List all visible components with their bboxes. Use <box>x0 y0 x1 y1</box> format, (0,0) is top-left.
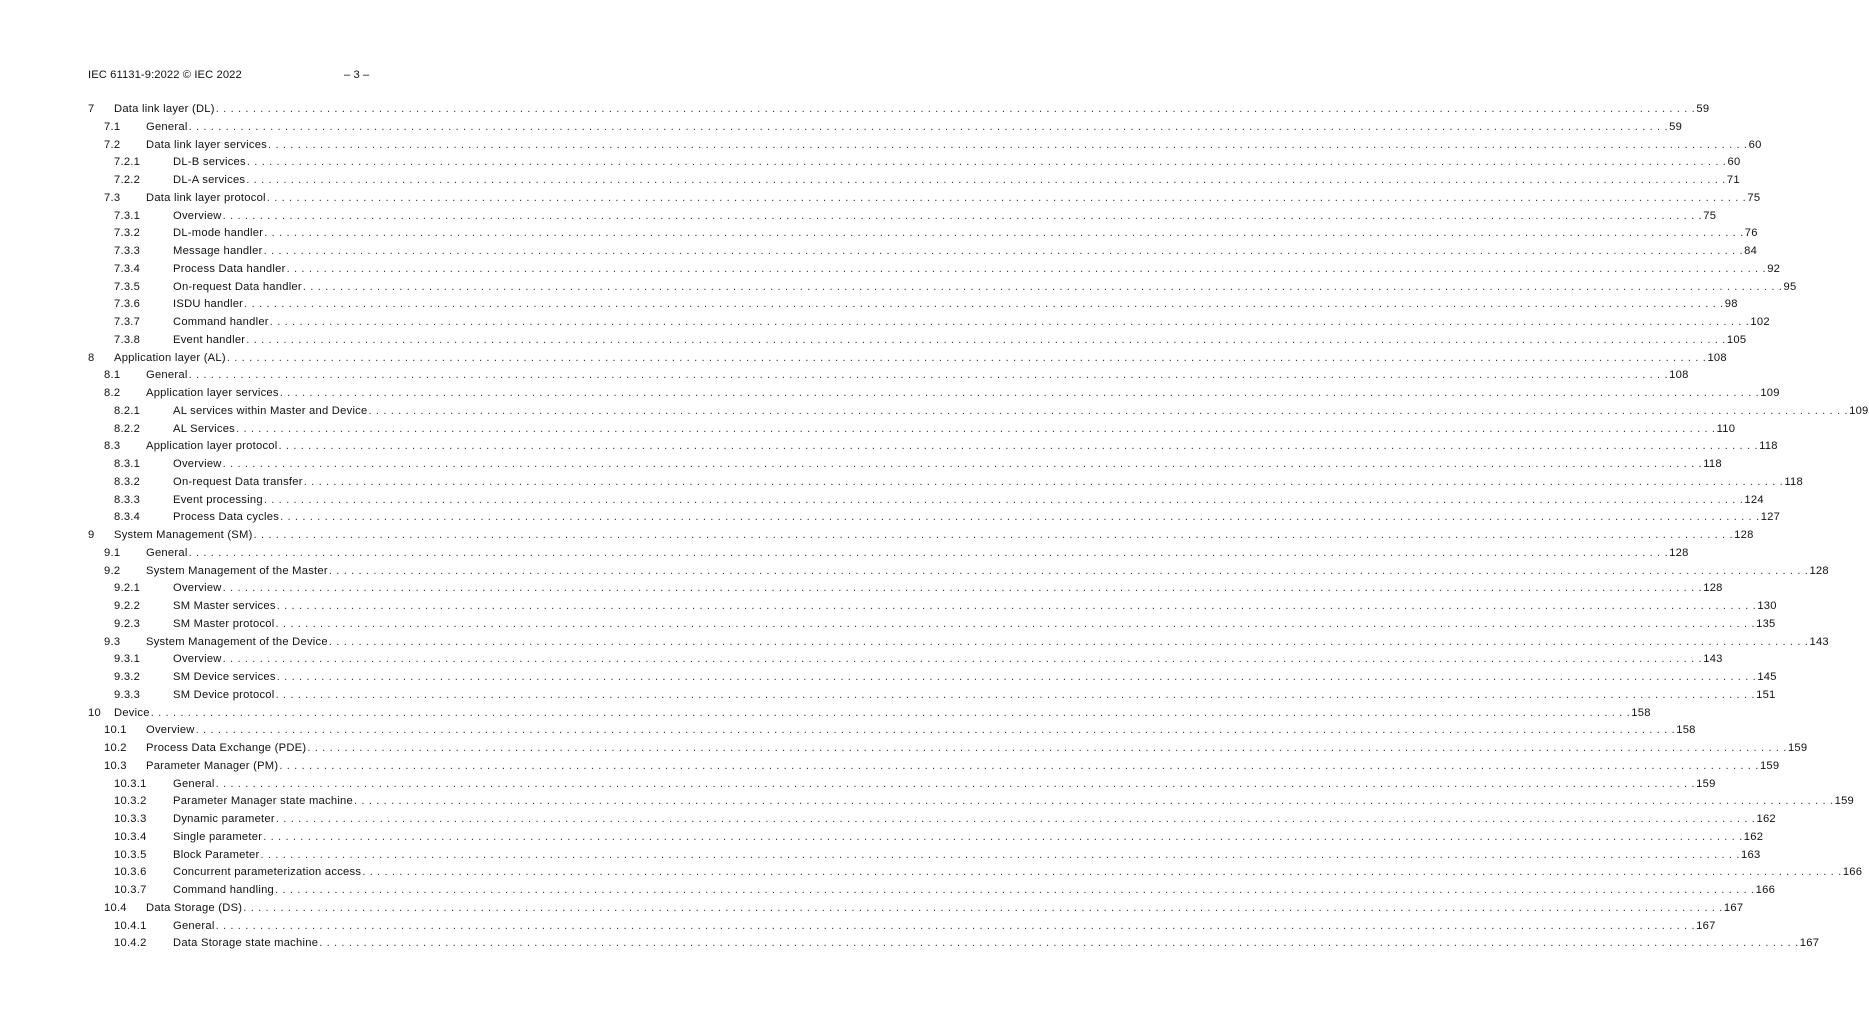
toc-entry-page: 118 <box>1759 440 1778 453</box>
toc-entry-title: General <box>146 120 188 133</box>
toc-entry-page: 127 <box>1760 511 1781 524</box>
toc-entry-title: Overview <box>173 653 222 666</box>
toc-dot-leader: . . . . . . . . . . . . . . . . . . . . . . . . . . . . . . . . . . . . . . . . . . . . . . . . . . . . . . . . . . . . . . . . . . . . . . . . . . . . . . . . . . . . . . . . . . . . . . . . . . . . . . . . . . . . . . . . . . . . . . . . . . . . . . . . . . . . . . . . . . . . . . . . . . . . . . . . . . . . . . . . . . . . . . . . . . . . . . . . . . . . . . . . . . . . . . . . . . . . . . . . <box>275 617 1756 630</box>
toc-entry[interactable] <box>88 225 1758 243</box>
toc-entry[interactable] <box>88 421 1736 439</box>
toc-entry-page: 166 <box>1755 884 1776 896</box>
toc-entry[interactable] <box>88 350 1727 368</box>
toc-entry-title: On-request Data transfer <box>173 475 303 488</box>
toc-entry[interactable] <box>88 474 1803 492</box>
toc-entry-page: 135 <box>1756 617 1776 630</box>
toc-entry[interactable] <box>88 829 1764 847</box>
toc-dot-leader: . . . . . . . . . . . . . . . . . . . . . . . . . . . . . . . . . . . . . . . . . . . . . . . . . . . . . . . . . . . . . . . . . . . . . . . . . . . . . . . . . . . . . . . . . . . . . . . . . . . . . . . . . . . . . . . . . . . . . . . . . . . . . . . . . . . . . . . . . . . . . . . . . . . . . . . . . . . . . . . . . . . . . . . . . . . . . . . . . . . . . . . . . . . . . . . . . . . . . . . . <box>263 493 1744 506</box>
toc-entry-page: 124 <box>1744 493 1764 506</box>
toc-entry-title: AL services within Master and Device <box>173 404 368 417</box>
toc-entry-page: 84 <box>1744 245 1758 257</box>
toc-entry-title: Command handling <box>173 884 275 896</box>
toc-dot-leader: . . . . . . . . . . . . . . . . . . . . . . . . . . . . . . . . . . . . . . . . . . . . . . . . . . . . . . . . . . . . . . . . . . . . . . . . . . . . . . . . . . . . . . . . . . . . . . . . . . . . . . . . . . . . . . . . . . . . . . . . . . . . . . . . . . . . . . . . . . . . . . . . . . . . . . . . . . . . . . . . . . . . . . . . . . . . . . . . . . . . . . . . . . . . . . . . . . . . . . . . <box>195 724 1676 737</box>
toc-entry-number: 7.3.6 <box>114 298 141 311</box>
toc-entry[interactable] <box>88 580 1723 598</box>
toc-dot-leader: . . . . . . . . . . . . . . . . . . . . . . . . . . . . . . . . . . . . . . . . . . . . . . . . . . . . . . . . . . . . . . . . . . . . . . . . . . . . . . . . . . . . . . . . . . . . . . . . . . . . . . . . . . . . . . . . . . . . . . . . . . . . . . . . . . . . . . . . . . . . . . . . . . . . . . . . . . . . . . . . . . . . . . . . . . . . . . . . . . . . . . . . . . . . . . . . . . . . . . . . <box>278 440 1759 453</box>
toc-entry-number: 9.3.2 <box>114 671 141 683</box>
toc-entry-title: Data link layer protocol <box>146 191 266 204</box>
toc-entry[interactable] <box>88 651 1723 669</box>
toc-entry[interactable] <box>88 119 1683 137</box>
page-number: – 3 – <box>344 69 370 81</box>
toc-entry[interactable] <box>88 864 1863 882</box>
toc-entry-title: Overview <box>173 209 222 222</box>
toc-entry-page: 108 <box>1669 369 1689 382</box>
toc-dot-leader: . . . . . . . . . . . . . . . . . . . . . . . . . . . . . . . . . . . . . . . . . . . . . . . . . . . . . . . . . . . . . . . . . . . . . . . . . . . . . . . . . . . . . . . . . . . . . . . . . . . . . . . . . . . . . . . . . . . . . . . . . . . . . . . . . . . . . . . . . . . . . . . . . . . . . . . . . . . . . . . . . . . . . . . . . . . . . . . . . . . . . . . . . . . . . . . . . . . . . . . . <box>276 671 1757 683</box>
toc-entry-number: 9.2 <box>104 564 121 577</box>
toc-entry-page: 109 <box>1849 404 1869 417</box>
toc-dot-leader: . . . . . . . . . . . . . . . . . . . . . . . . . . . . . . . . . . . . . . . . . . . . . . . . . . . . . . . . . . . . . . . . . . . . . . . . . . . . . . . . . . . . . . . . . . . . . . . . . . . . . . . . . . . . . . . . . . . . . . . . . . . . . . . . . . . . . . . . . . . . . . . . . . . . . . . . . . . . . . . . . . . . . . . . . . . . . . . . . . . . . . . . . . . . . . . . . . . . . . . . <box>275 884 1755 896</box>
toc-entry[interactable] <box>88 101 1710 119</box>
toc-entry[interactable] <box>88 935 1820 953</box>
toc-entry-page: 128 <box>1669 546 1689 559</box>
toc-entry-page: 166 <box>1842 866 1863 879</box>
toc-entry-number: 9 <box>88 529 95 541</box>
toc-entry-number: 8.3.4 <box>114 511 141 524</box>
toc-dot-leader: . . . . . . . . . . . . . . . . . . . . . . . . . . . . . . . . . . . . . . . . . . . . . . . . . . . . . . . . . . . . . . . . . . . . . . . . . . . . . . . . . . . . . . . . . . . . . . . . . . . . . . . . . . . . . . . . . . . . . . . . . . . . . . . . . . . . . . . . . . . . . . . . . . . . . . . . . . . . . . . . . . . . . . . . . . . . . . . . . . . . . . . . . . . . . . . . . . . . . . . . <box>150 706 1631 719</box>
toc-entry-page: 158 <box>1676 724 1696 737</box>
toc-entry[interactable] <box>88 900 1744 918</box>
toc-entry[interactable] <box>88 563 1829 581</box>
toc-entry[interactable] <box>88 172 1740 190</box>
toc-entry-number: 7.2.1 <box>114 156 141 169</box>
toc-entry[interactable] <box>88 669 1777 687</box>
toc-entry-title: Single parameter <box>173 830 263 843</box>
toc-entry-title: General <box>146 369 188 382</box>
toc-entry-number: 10.4.1 <box>114 919 147 932</box>
toc-entry[interactable] <box>88 882 1776 900</box>
toc-entry[interactable] <box>88 687 1776 705</box>
toc-dot-leader: . . . . . . . . . . . . . . . . . . . . . . . . . . . . . . . . . . . . . . . . . . . . . . . . . . . . . . . . . . . . . . . . . . . . . . . . . . . . . . . . . . . . . . . . . . . . . . . . . . . . . . . . . . . . . . . . . . . . . . . . . . . . . . . . . . . . . . . . . . . . . . . . . . . . . . . . . . . . . . . . . . . . . . . . . . . . . . . . . . . . . . . . . . . . . . . . . . . . . . . . <box>328 635 1809 648</box>
toc-dot-leader: . . . . . . . . . . . . . . . . . . . . . . . . . . . . . . . . . . . . . . . . . . . . . . . . . . . . . . . . . . . . . . . . . . . . . . . . . . . . . . . . . . . . . . . . . . . . . . . . . . . . . . . . . . . . . . . . . . . . . . . . . . . . . . . . . . . . . . . . . . . . . . . . . . . . . . . . . . . . . . . . . . . . . . . . . . . . . . . . . . . . . . . . . . . . . . . . . . . . . . . . <box>188 369 1669 382</box>
toc-entry-page: 151 <box>1756 688 1776 701</box>
toc-dot-leader: . . . . . . . . . . . . . . . . . . . . . . . . . . . . . . . . . . . . . . . . . . . . . . . . . . . . . . . . . . . . . . . . . . . . . . . . . . . . . . . . . . . . . . . . . . . . . . . . . . . . . . . . . . . . . . . . . . . . . . . . . . . . . . . . . . . . . . . . . . . . . . . . . . . . . . . . . . . . . . . . . . . . . . . . . . . . . . . . . . . . . . . . . . . . . . . . . . . . . . . . <box>243 901 1723 914</box>
toc-entry-title: ISDU handler <box>173 298 244 311</box>
toc-entry-number: 7.3.2 <box>114 227 141 240</box>
toc-entry-page: 158 <box>1631 706 1651 719</box>
toc-entry-page: 118 <box>1784 475 1803 488</box>
toc-entry-title: Command handler <box>173 316 269 328</box>
toc-entry[interactable] <box>88 208 1717 226</box>
toc-entry-page: 60 <box>1727 156 1741 169</box>
toc-dot-leader: . . . . . . . . . . . . . . . . . . . . . . . . . . . . . . . . . . . . . . . . . . . . . . . . . . . . . . . . . . . . . . . . . . . . . . . . . . . . . . . . . . . . . . . . . . . . . . . . . . . . . . . . . . . . . . . . . . . . . . . . . . . . . . . . . . . . . . . . . . . . . . . . . . . . . . . . . . . . . . . . . . . . . . . . . . . . . . . . . . . . . . . . . . . . . . . . . . . . . . . . <box>222 582 1703 595</box>
toc-entry[interactable] <box>88 403 1869 421</box>
toc-entry[interactable] <box>88 190 1761 208</box>
toc-entry[interactable] <box>88 385 1780 403</box>
toc-dot-leader: . . . . . . . . . . . . . . . . . . . . . . . . . . . . . . . . . . . . . . . . . . . . . . . . . . . . . . . . . . . . . . . . . . . . . . . . . . . . . . . . . . . . . . . . . . . . . . . . . . . . . . . . . . . . . . . . . . . . . . . . . . . . . . . . . . . . . . . . . . . . . . . . . . . . . . . . . . . . . . . . . . . . . . . . . . . . . . . . . . . . . . . . . . . . . . . . . . . . . . . . <box>307 742 1787 754</box>
toc-dot-leader: . . . . . . . . . . . . . . . . . . . . . . . . . . . . . . . . . . . . . . . . . . . . . . . . . . . . . . . . . . . . . . . . . . . . . . . . . . . . . . . . . . . . . . . . . . . . . . . . . . . . . . . . . . . . . . . . . . . . . . . . . . . . . . . . . . . . . . . . . . . . . . . . . . . . . . . . . . . . . . . . . . . . . . . . . . . . . . . . . . . . . . . . . . . . . . . . . . . . . . . . <box>246 156 1727 169</box>
toc-entry-number: 8.3.1 <box>114 458 141 470</box>
toc-entry-number: 8.3.3 <box>114 493 141 506</box>
toc-entry[interactable] <box>88 758 1780 776</box>
toc-dot-leader: . . . . . . . . . . . . . . . . . . . . . . . . . . . . . . . . . . . . . . . . . . . . . . . . . . . . . . . . . . . . . . . . . . . . . . . . . . . . . . . . . . . . . . . . . . . . . . . . . . . . . . . . . . . . . . . . . . . . . . . . . . . . . . . . . . . . . . . . . . . . . . . . . . . . . . . . . . . . . . . . . . . . . . . . . . . . . . . . . . . . . . . . . . . . . . . . . . . . . . . . <box>275 813 1756 825</box>
toc-entry-title: Parameter Manager (PM) <box>146 759 279 772</box>
toc-dot-leader: . . . . . . . . . . . . . . . . . . . . . . . . . . . . . . . . . . . . . . . . . . . . . . . . . . . . . . . . . . . . . . . . . . . . . . . . . . . . . . . . . . . . . . . . . . . . . . . . . . . . . . . . . . . . . . . . . . . . . . . . . . . . . . . . . . . . . . . . . . . . . . . . . . . . . . . . . . . . . . . . . . . . . . . . . . . . . . . . . . . . . . . . . . . . . . . . . . . . . . . . <box>263 245 1744 257</box>
toc-dot-leader: . . . . . . . . . . . . . . . . . . . . . . . . . . . . . . . . . . . . . . . . . . . . . . . . . . . . . . . . . . . . . . . . . . . . . . . . . . . . . . . . . . . . . . . . . . . . . . . . . . . . . . . . . . . . . . . . . . . . . . . . . . . . . . . . . . . . . . . . . . . . . . . . . . . . . . . . . . . . . . . . . . . . . . . . . . . . . . . . . . . . . . . . . . . . . . . . . . . . . . . . <box>188 546 1669 559</box>
toc-dot-leader: . . . . . . . . . . . . . . . . . . . . . . . . . . . . . . . . . . . . . . . . . . . . . . . . . . . . . . . . . . . . . . . . . . . . . . . . . . . . . . . . . . . . . . . . . . . . . . . . . . . . . . . . . . . . . . . . . . . . . . . . . . . . . . . . . . . . . . . . . . . . . . . . . . . . . . . . . . . . . . . . . . . . . . . . . . . . . . . . . . . . . . . . . . . . . . . . . . . . . . . . <box>215 777 1696 790</box>
toc-entry-number: 7.3.8 <box>114 333 141 346</box>
toc-entry-number: 8.2.1 <box>114 404 141 417</box>
toc-entry-title: SM Master services <box>173 600 276 612</box>
toc-entry[interactable] <box>88 847 1761 865</box>
toc-entry-number: 10.3.4 <box>114 830 147 843</box>
toc-entry-number: 7.3.1 <box>114 209 141 222</box>
toc-entry-number: 10.3.7 <box>114 884 147 896</box>
toc-entry-number: 10.2 <box>104 742 127 754</box>
toc-entry[interactable] <box>88 598 1777 616</box>
toc-entry-title: Concurrent parameterization access <box>173 866 362 879</box>
toc-entry-title: Data Storage (DS) <box>146 901 243 914</box>
toc-dot-leader: . . . . . . . . . . . . . . . . . . . . . . . . . . . . . . . . . . . . . . . . . . . . . . . . . . . . . . . . . . . . . . . . . . . . . . . . . . . . . . . . . . . . . . . . . . . . . . . . . . . . . . . . . . . . . . . . . . . . . . . . . . . . . . . . . . . . . . . . . . . . . . . . . . . . . . . . . . . . . . . . . . . . . . . . . . . . . . . . . . . . . . . . . . . . . . . . . . . . . . . . <box>303 475 1784 488</box>
toc-dot-leader: . . . . . . . . . . . . . . . . . . . . . . . . . . . . . . . . . . . . . . . . . . . . . . . . . . . . . . . . . . . . . . . . . . . . . . . . . . . . . . . . . . . . . . . . . . . . . . . . . . . . . . . . . . . . . . . . . . . . . . . . . . . . . . . . . . . . . . . . . . . . . . . . . . . . . . . . . . . . . . . . . . . . . . . . . . . . . . . . . . . . . . . . . . . . . . . . . . . . . . . . <box>215 919 1696 932</box>
toc-dot-leader: . . . . . . . . . . . . . . . . . . . . . . . . . . . . . . . . . . . . . . . . . . . . . . . . . . . . . . . . . . . . . . . . . . . . . . . . . . . . . . . . . . . . . . . . . . . . . . . . . . . . . . . . . . . . . . . . . . . . . . . . . . . . . . . . . . . . . . . . . . . . . . . . . . . . . . . . . . . . . . . . . . . . . . . . . . . . . . . . . . . . . . . . . . . . . . . . . . . . . . . . <box>319 937 1799 950</box>
toc-entry-title: Dynamic parameter <box>173 813 275 825</box>
toc-entry-page: 92 <box>1767 262 1781 275</box>
toc-entry-page: 167 <box>1799 937 1820 950</box>
toc-entry[interactable] <box>88 243 1758 261</box>
toc-dot-leader: . . . . . . . . . . . . . . . . . . . . . . . . . . . . . . . . . . . . . . . . . . . . . . . . . . . . . . . . . . . . . . . . . . . . . . . . . . . . . . . . . . . . . . . . . . . . . . . . . . . . . . . . . . . . . . . . . . . . . . . . . . . . . . . . . . . . . . . . . . . . . . . . . . . . . . . . . . . . . . . . . . . . . . . . . . . . . . . . . . . . . . . . . . . . . . . . . . . . . . . . <box>302 280 1783 293</box>
toc-entry-title: Overview <box>173 582 222 595</box>
toc-entry-number: 7.2 <box>104 138 121 151</box>
toc-entry-title: Data Storage state machine <box>173 937 319 950</box>
toc-entry-number: 9.3.1 <box>114 653 141 666</box>
toc-entry-page: 105 <box>1726 333 1747 346</box>
toc-entry-title: Message handler <box>173 245 263 257</box>
toc-dot-leader: . . . . . . . . . . . . . . . . . . . . . . . . . . . . . . . . . . . . . . . . . . . . . . . . . . . . . . . . . . . . . . . . . . . . . . . . . . . . . . . . . . . . . . . . . . . . . . . . . . . . . . . . . . . . . . . . . . . . . . . . . . . . . . . . . . . . . . . . . . . . . . . . . . . . . . . . . . . . . . . . . . . . . . . . . . . . . . . . . . . . . . . . . . . . . . . . . . . . . . . . <box>264 227 1744 240</box>
toc-entry[interactable] <box>88 740 1808 758</box>
toc-entry-number: 10.3.5 <box>114 848 147 861</box>
toc-entry-title: DL-mode handler <box>173 227 264 240</box>
toc-entry[interactable] <box>88 367 1689 385</box>
toc-entry-page: 98 <box>1724 298 1738 311</box>
toc-entry[interactable] <box>88 261 1781 279</box>
toc-entry[interactable] <box>88 509 1781 527</box>
toc-dot-leader: . . . . . . . . . . . . . . . . . . . . . . . . . . . . . . . . . . . . . . . . . . . . . . . . . . . . . . . . . . . . . . . . . . . . . . . . . . . . . . . . . . . . . . . . . . . . . . . . . . . . . . . . . . . . . . . . . . . . . . . . . . . . . . . . . . . . . . . . . . . . . . . . . . . . . . . . . . . . . . . . . . . . . . . . . . . . . . . . . . . . . . . . . . . . . . . . . . . . . . . . <box>368 404 1849 417</box>
toc-entry-title: Process Data handler <box>173 262 286 275</box>
toc-dot-leader: . . . . . . . . . . . . . . . . . . . . . . . . . . . . . . . . . . . . . . . . . . . . . . . . . . . . . . . . . . . . . . . . . . . . . . . . . . . . . . . . . . . . . . . . . . . . . . . . . . . . . . . . . . . . . . . . . . . . . . . . . . . . . . . . . . . . . . . . . . . . . . . . . . . . . . . . . . . . . . . . . . . . . . . . . . . . . . . . . . . . . . . . . . . . . . . . . . . . . . . . <box>276 600 1757 612</box>
toc-entry-number: 7.3.5 <box>114 280 141 293</box>
toc-dot-leader: . . . . . . . . . . . . . . . . . . . . . . . . . . . . . . . . . . . . . . . . . . . . . . . . . . . . . . . . . . . . . . . . . . . . . . . . . . . . . . . . . . . . . . . . . . . . . . . . . . . . . . . . . . . . . . . . . . . . . . . . . . . . . . . . . . . . . . . . . . . . . . . . . . . . . . . . . . . . . . . . . . . . . . . . . . . . . . . . . . . . . . . . . . . . . . . . . . . . . . . . <box>362 866 1842 879</box>
toc-entry[interactable] <box>88 793 1855 811</box>
page-header-standard: IEC 61131-9:2022 © IEC 2022 <box>88 69 242 81</box>
toc-entry[interactable] <box>88 296 1738 314</box>
toc-entry-page: 159 <box>1834 795 1855 808</box>
toc-entry-page: 102 <box>1750 316 1770 328</box>
toc-entry[interactable] <box>88 811 1776 829</box>
toc-entry-page: 167 <box>1696 919 1716 932</box>
toc-entry-number: 10.3 <box>104 759 127 772</box>
toc-dot-leader: . . . . . . . . . . . . . . . . . . . . . . . . . . . . . . . . . . . . . . . . . . . . . . . . . . . . . . . . . . . . . . . . . . . . . . . . . . . . . . . . . . . . . . . . . . . . . . . . . . . . . . . . . . . . . . . . . . . . . . . . . . . . . . . . . . . . . . . . . . . . . . . . . . . . . . . . . . . . . . . . . . . . . . . . . . . . . . . . . . . . . . . . . . . . . . . . . . . . . . . . <box>222 458 1703 470</box>
toc-entry-title: On-request Data handler <box>173 280 302 293</box>
toc-entry[interactable] <box>88 918 1716 936</box>
toc-entry-number: 10.3.3 <box>114 813 147 825</box>
toc-entry-title: Process Data cycles <box>173 511 280 524</box>
toc-entry-title: Event processing <box>173 493 263 506</box>
toc-entry-page: 145 <box>1757 671 1777 683</box>
toc-entry-number: 8.2 <box>104 387 121 399</box>
toc-entry-title: Application layer protocol <box>146 440 278 453</box>
toc-entry[interactable] <box>88 705 1651 723</box>
toc-entry-number: 10.1 <box>104 724 127 737</box>
toc-entry-title: System Management (SM) <box>114 529 253 541</box>
toc-entry-page: 71 <box>1726 174 1740 186</box>
toc-dot-leader: . . . . . . . . . . . . . . . . . . . . . . . . . . . . . . . . . . . . . . . . . . . . . . . . . . . . . . . . . . . . . . . . . . . . . . . . . . . . . . . . . . . . . . . . . . . . . . . . . . . . . . . . . . . . . . . . . . . . . . . . . . . . . . . . . . . . . . . . . . . . . . . . . . . . . . . . . . . . . . . . . . . . . . . . . . . . . . . . . . . . . . . . . . . . . . . . . . . . . . . . <box>266 191 1747 204</box>
toc-entry-page: 159 <box>1787 742 1808 754</box>
toc-entry-number: 10.3.2 <box>114 795 147 808</box>
toc-entry[interactable] <box>88 332 1747 350</box>
toc-entry-number: 7.3.3 <box>114 245 141 257</box>
toc-entry-page: 59 <box>1669 120 1683 133</box>
toc-entry[interactable] <box>88 492 1764 510</box>
toc-entry[interactable] <box>88 616 1776 634</box>
toc-dot-leader: . . . . . . . . . . . . . . . . . . . . . . . . . . . . . . . . . . . . . . . . . . . . . . . . . . . . . . . . . . . . . . . . . . . . . . . . . . . . . . . . . . . . . . . . . . . . . . . . . . . . . . . . . . . . . . . . . . . . . . . . . . . . . . . . . . . . . . . . . . . . . . . . . . . . . . . . . . . . . . . . . . . . . . . . . . . . . . . . . . . . . . . . . . . . . . . . . . . . . . . . <box>188 120 1669 133</box>
toc-entry-page: 76 <box>1744 227 1758 240</box>
toc-entry-title: SM Device services <box>173 671 276 683</box>
toc-dot-leader: . . . . . . . . . . . . . . . . . . . . . . . . . . . . . . . . . . . . . . . . . . . . . . . . . . . . . . . . . . . . . . . . . . . . . . . . . . . . . . . . . . . . . . . . . . . . . . . . . . . . . . . . . . . . . . . . . . . . . . . . . . . . . . . . . . . . . . . . . . . . . . . . . . . . . . . . . . . . . . . . . . . . . . . . . . . . . . . . . . . . . . . . . . . . . . . . . . . . . . . . <box>275 688 1756 701</box>
toc-dot-leader: . . . . . . . . . . . . . . . . . . . . . . . . . . . . . . . . . . . . . . . . . . . . . . . . . . . . . . . . . . . . . . . . . . . . . . . . . . . . . . . . . . . . . . . . . . . . . . . . . . . . . . . . . . . . . . . . . . . . . . . . . . . . . . . . . . . . . . . . . . . . . . . . . . . . . . . . . . . . . . . . . . . . . . . . . . . . . . . . . . . . . . . . . . . . . . . . . . . . . . . . <box>263 830 1743 843</box>
toc-dot-leader: . . . . . . . . . . . . . . . . . . . . . . . . . . . . . . . . . . . . . . . . . . . . . . . . . . . . . . . . . . . . . . . . . . . . . . . . . . . . . . . . . . . . . . . . . . . . . . . . . . . . . . . . . . . . . . . . . . . . . . . . . . . . . . . . . . . . . . . . . . . . . . . . . . . . . . . . . . . . . . . . . . . . . . . . . . . . . . . . . . . . . . . . . . . . . . . . . . . . . . . . <box>279 759 1759 772</box>
toc-entry-number: 10.3.6 <box>114 866 147 879</box>
toc-dot-leader: . . . . . . . . . . . . . . . . . . . . . . . . . . . . . . . . . . . . . . . . . . . . . . . . . . . . . . . . . . . . . . . . . . . . . . . . . . . . . . . . . . . . . . . . . . . . . . . . . . . . . . . . . . . . . . . . . . . . . . . . . . . . . . . . . . . . . . . . . . . . . . . . . . . . . . . . . . . . . . . . . . . . . . . . . . . . . . . . . . . . . . . . . . . . . . . . . . . . . . . . <box>246 333 1726 346</box>
toc-dot-leader: . . . . . . . . . . . . . . . . . . . . . . . . . . . . . . . . . . . . . . . . . . . . . . . . . . . . . . . . . . . . . . . . . . . . . . . . . . . . . . . . . . . . . . . . . . . . . . . . . . . . . . . . . . . . . . . . . . . . . . . . . . . . . . . . . . . . . . . . . . . . . . . . . . . . . . . . . . . . . . . . . . . . . . . . . . . . . . . . . . . . . . . . . . . . . . . . . . . . . . . . <box>246 174 1726 186</box>
toc-dot-leader: . . . . . . . . . . . . . . . . . . . . . . . . . . . . . . . . . . . . . . . . . . . . . . . . . . . . . . . . . . . . . . . . . . . . . . . . . . . . . . . . . . . . . . . . . . . . . . . . . . . . . . . . . . . . . . . . . . . . . . . . . . . . . . . . . . . . . . . . . . . . . . . . . . . . . . . . . . . . . . . . . . . . . . . . . . . . . . . . . . . . . . . . . . . . . . . . . . . . . . . . <box>268 138 1748 151</box>
toc-entry-page: 128 <box>1734 529 1754 541</box>
toc-dot-leader: . . . . . . . . . . . . . . . . . . . . . . . . . . . . . . . . . . . . . . . . . . . . . . . . . . . . . . . . . . . . . . . . . . . . . . . . . . . . . . . . . . . . . . . . . . . . . . . . . . . . . . . . . . . . . . . . . . . . . . . . . . . . . . . . . . . . . . . . . . . . . . . . . . . . . . . . . . . . . . . . . . . . . . . . . . . . . . . . . . . . . . . . . . . . . . . . . . . . . . . . <box>222 653 1703 666</box>
toc-dot-leader: . . . . . . . . . . . . . . . . . . . . . . . . . . . . . . . . . . . . . . . . . . . . . . . . . . . . . . . . . . . . . . . . . . . . . . . . . . . . . . . . . . . . . . . . . . . . . . . . . . . . . . . . . . . . . . . . . . . . . . . . . . . . . . . . . . . . . . . . . . . . . . . . . . . . . . . . . . . . . . . . . . . . . . . . . . . . . . . . . . . . . . . . . . . . . . . . . . . . . . . . <box>222 209 1703 222</box>
toc-dot-leader: . . . . . . . . . . . . . . . . . . . . . . . . . . . . . . . . . . . . . . . . . . . . . . . . . . . . . . . . . . . . . . . . . . . . . . . . . . . . . . . . . . . . . . . . . . . . . . . . . . . . . . . . . . . . . . . . . . . . . . . . . . . . . . . . . . . . . . . . . . . . . . . . . . . . . . . . . . . . . . . . . . . . . . . . . . . . . . . . . . . . . . . . . . . . . . . . . . . . . . . . <box>244 298 1724 311</box>
toc-dot-leader: . . . . . . . . . . . . . . . . . . . . . . . . . . . . . . . . . . . . . . . . . . . . . . . . . . . . . . . . . . . . . . . . . . . . . . . . . . . . . . . . . . . . . . . . . . . . . . . . . . . . . . . . . . . . . . . . . . . . . . . . . . . . . . . . . . . . . . . . . . . . . . . . . . . . . . . . . . . . . . . . . . . . . . . . . . . . . . . . . . . . . . . . . . . . . . . . . . . . . . . . <box>279 387 1760 399</box>
toc-dot-leader: . . . . . . . . . . . . . . . . . . . . . . . . . . . . . . . . . . . . . . . . . . . . . . . . . . . . . . . . . . . . . . . . . . . . . . . . . . . . . . . . . . . . . . . . . . . . . . . . . . . . . . . . . . . . . . . . . . . . . . . . . . . . . . . . . . . . . . . . . . . . . . . . . . . . . . . . . . . . . . . . . . . . . . . . . . . . . . . . . . . . . . . . . . . . . . . . . . . . . . . . <box>215 103 1696 115</box>
table-of-contents <box>88 101 1869 953</box>
toc-entry-title: General <box>173 919 215 932</box>
toc-entry-title: Parameter Manager state machine <box>173 795 353 808</box>
toc-entry-page: 59 <box>1696 103 1710 115</box>
toc-entry-title: SM Device protocol <box>173 688 275 701</box>
toc-entry-page: 75 <box>1703 209 1717 222</box>
toc-entry-title: Device <box>114 706 150 719</box>
toc-entry-number: 10.4.2 <box>114 937 147 950</box>
toc-entry[interactable] <box>88 137 1762 155</box>
toc-entry-number: 10 <box>88 706 101 719</box>
toc-entry[interactable] <box>88 456 1722 474</box>
toc-entry-title: SM Master protocol <box>173 617 275 630</box>
toc-entry-title: DL-A services <box>173 174 246 186</box>
toc-entry[interactable] <box>88 154 1741 172</box>
toc-entry[interactable] <box>88 776 1716 794</box>
toc-dot-leader: . . . . . . . . . . . . . . . . . . . . . . . . . . . . . . . . . . . . . . . . . . . . . . . . . . . . . . . . . . . . . . . . . . . . . . . . . . . . . . . . . . . . . . . . . . . . . . . . . . . . . . . . . . . . . . . . . . . . . . . . . . . . . . . . . . . . . . . . . . . . . . . . . . . . . . . . . . . . . . . . . . . . . . . . . . . . . . . . . . . . . . . . . . . . . . . . . . . . . . . . <box>280 511 1760 524</box>
toc-entry[interactable] <box>88 438 1778 456</box>
toc-entry-number: 9.2.3 <box>114 617 141 630</box>
toc-entry-title: Overview <box>146 724 195 737</box>
toc-entry-number: 9.3 <box>104 635 121 648</box>
toc-entry-page: 162 <box>1756 813 1776 825</box>
toc-dot-leader: . . . . . . . . . . . . . . . . . . . . . . . . . . . . . . . . . . . . . . . . . . . . . . . . . . . . . . . . . . . . . . . . . . . . . . . . . . . . . . . . . . . . . . . . . . . . . . . . . . . . . . . . . . . . . . . . . . . . . . . . . . . . . . . . . . . . . . . . . . . . . . . . . . . . . . . . . . . . . . . . . . . . . . . . . . . . . . . . . . . . . . . . . . . . . . . . . . . . . . . . <box>354 795 1834 808</box>
toc-entry-number: 7.3 <box>104 191 121 204</box>
toc-entry-number: 9.2.2 <box>114 600 141 612</box>
toc-entry-number: 8.3 <box>104 440 121 453</box>
toc-entry-page: 163 <box>1741 848 1761 861</box>
toc-entry-page: 167 <box>1723 901 1744 914</box>
toc-entry-number: 9.3.3 <box>114 688 141 701</box>
toc-entry-page: 128 <box>1809 564 1829 577</box>
toc-entry-number: 7.1 <box>104 120 121 133</box>
toc-entry-title: Data link layer (DL) <box>114 103 215 115</box>
toc-entry-page: 110 <box>1716 422 1736 435</box>
toc-entry-number: 8.1 <box>104 369 121 382</box>
toc-entry-title: General <box>146 546 188 559</box>
toc-entry-page: 118 <box>1703 458 1722 470</box>
toc-entry-page: 162 <box>1743 830 1764 843</box>
toc-entry-page: 108 <box>1707 351 1727 364</box>
toc-entry-page: 130 <box>1757 600 1777 612</box>
toc-entry[interactable] <box>88 527 1754 545</box>
toc-entry-number: 8.3.2 <box>114 475 141 488</box>
toc-entry-title: Application layer services <box>146 387 279 399</box>
toc-entry-title: General <box>173 777 215 790</box>
toc-entry-number: 10.3.1 <box>114 777 147 790</box>
toc-entry-page: 159 <box>1696 777 1716 790</box>
toc-entry-number: 7.3.4 <box>114 262 141 275</box>
toc-entry-title: Block Parameter <box>173 848 260 861</box>
toc-entry-page: 143 <box>1809 635 1829 648</box>
toc-entry-title: AL Services <box>173 422 236 435</box>
toc-entry-number: 9.1 <box>104 546 121 559</box>
toc-dot-leader: . . . . . . . . . . . . . . . . . . . . . . . . . . . . . . . . . . . . . . . . . . . . . . . . . . . . . . . . . . . . . . . . . . . . . . . . . . . . . . . . . . . . . . . . . . . . . . . . . . . . . . . . . . . . . . . . . . . . . . . . . . . . . . . . . . . . . . . . . . . . . . . . . . . . . . . . . . . . . . . . . . . . . . . . . . . . . . . . . . . . . . . . . . . . . . . . . . . . . . . . <box>226 351 1707 364</box>
toc-entry[interactable] <box>88 545 1689 563</box>
toc-entry-page: 143 <box>1703 653 1723 666</box>
toc-dot-leader: . . . . . . . . . . . . . . . . . . . . . . . . . . . . . . . . . . . . . . . . . . . . . . . . . . . . . . . . . . . . . . . . . . . . . . . . . . . . . . . . . . . . . . . . . . . . . . . . . . . . . . . . . . . . . . . . . . . . . . . . . . . . . . . . . . . . . . . . . . . . . . . . . . . . . . . . . . . . . . . . . . . . . . . . . . . . . . . . . . . . . . . . . . . . . . . . . . . . . . . . <box>253 529 1734 541</box>
toc-entry-number: 7.3.7 <box>114 316 141 328</box>
toc-entry-page: 109 <box>1760 387 1780 399</box>
toc-entry-title: System Management of the Device <box>146 635 328 648</box>
toc-entry-number: 7 <box>88 103 95 115</box>
toc-entry-title: DL-B services <box>173 156 246 169</box>
toc-dot-leader: . . . . . . . . . . . . . . . . . . . . . . . . . . . . . . . . . . . . . . . . . . . . . . . . . . . . . . . . . . . . . . . . . . . . . . . . . . . . . . . . . . . . . . . . . . . . . . . . . . . . . . . . . . . . . . . . . . . . . . . . . . . . . . . . . . . . . . . . . . . . . . . . . . . . . . . . . . . . . . . . . . . . . . . . . . . . . . . . . . . . . . . . . . . . . . . . . . . . . . . . <box>286 262 1767 275</box>
toc-entry-title: Event handler <box>173 333 246 346</box>
toc-entry[interactable] <box>88 314 1770 332</box>
toc-entry-number: 8 <box>88 351 95 364</box>
toc-dot-leader: . . . . . . . . . . . . . . . . . . . . . . . . . . . . . . . . . . . . . . . . . . . . . . . . . . . . . . . . . . . . . . . . . . . . . . . . . . . . . . . . . . . . . . . . . . . . . . . . . . . . . . . . . . . . . . . . . . . . . . . . . . . . . . . . . . . . . . . . . . . . . . . . . . . . . . . . . . . . . . . . . . . . . . . . . . . . . . . . . . . . . . . . . . . . . . . . . . . . . . . . <box>236 422 1716 435</box>
toc-entry-title: Data link layer services <box>146 138 268 151</box>
toc-entry-title: System Management of the Master <box>146 564 328 577</box>
toc-dot-leader: . . . . . . . . . . . . . . . . . . . . . . . . . . . . . . . . . . . . . . . . . . . . . . . . . . . . . . . . . . . . . . . . . . . . . . . . . . . . . . . . . . . . . . . . . . . . . . . . . . . . . . . . . . . . . . . . . . . . . . . . . . . . . . . . . . . . . . . . . . . . . . . . . . . . . . . . . . . . . . . . . . . . . . . . . . . . . . . . . . . . . . . . . . . . . . . . . . . . . . . . <box>269 316 1750 328</box>
toc-entry-page: 75 <box>1747 191 1761 204</box>
toc-entry-title: Application layer (AL) <box>114 351 226 364</box>
toc-entry-page: 60 <box>1748 138 1762 151</box>
toc-entry-title: Overview <box>173 458 222 470</box>
toc-entry-title: Process Data Exchange (PDE) <box>146 742 307 754</box>
toc-entry-number: 9.2.1 <box>114 582 141 595</box>
toc-entry[interactable] <box>88 722 1696 740</box>
toc-dot-leader: . . . . . . . . . . . . . . . . . . . . . . . . . . . . . . . . . . . . . . . . . . . . . . . . . . . . . . . . . . . . . . . . . . . . . . . . . . . . . . . . . . . . . . . . . . . . . . . . . . . . . . . . . . . . . . . . . . . . . . . . . . . . . . . . . . . . . . . . . . . . . . . . . . . . . . . . . . . . . . . . . . . . . . . . . . . . . . . . . . . . . . . . . . . . . . . . . . . . . . . . <box>328 564 1809 577</box>
toc-entry-page: 159 <box>1759 759 1780 772</box>
toc-entry-page: 128 <box>1703 582 1723 595</box>
toc-entry-number: 7.2.2 <box>114 174 141 186</box>
toc-dot-leader: . . . . . . . . . . . . . . . . . . . . . . . . . . . . . . . . . . . . . . . . . . . . . . . . . . . . . . . . . . . . . . . . . . . . . . . . . . . . . . . . . . . . . . . . . . . . . . . . . . . . . . . . . . . . . . . . . . . . . . . . . . . . . . . . . . . . . . . . . . . . . . . . . . . . . . . . . . . . . . . . . . . . . . . . . . . . . . . . . . . . . . . . . . . . . . . . . . . . . . . . <box>260 848 1741 861</box>
toc-entry-number: 8.2.2 <box>114 422 141 435</box>
toc-entry-number: 10.4 <box>104 901 127 914</box>
toc-entry[interactable] <box>88 634 1829 652</box>
toc-entry[interactable] <box>88 279 1797 297</box>
toc-entry-page: 95 <box>1783 280 1797 293</box>
